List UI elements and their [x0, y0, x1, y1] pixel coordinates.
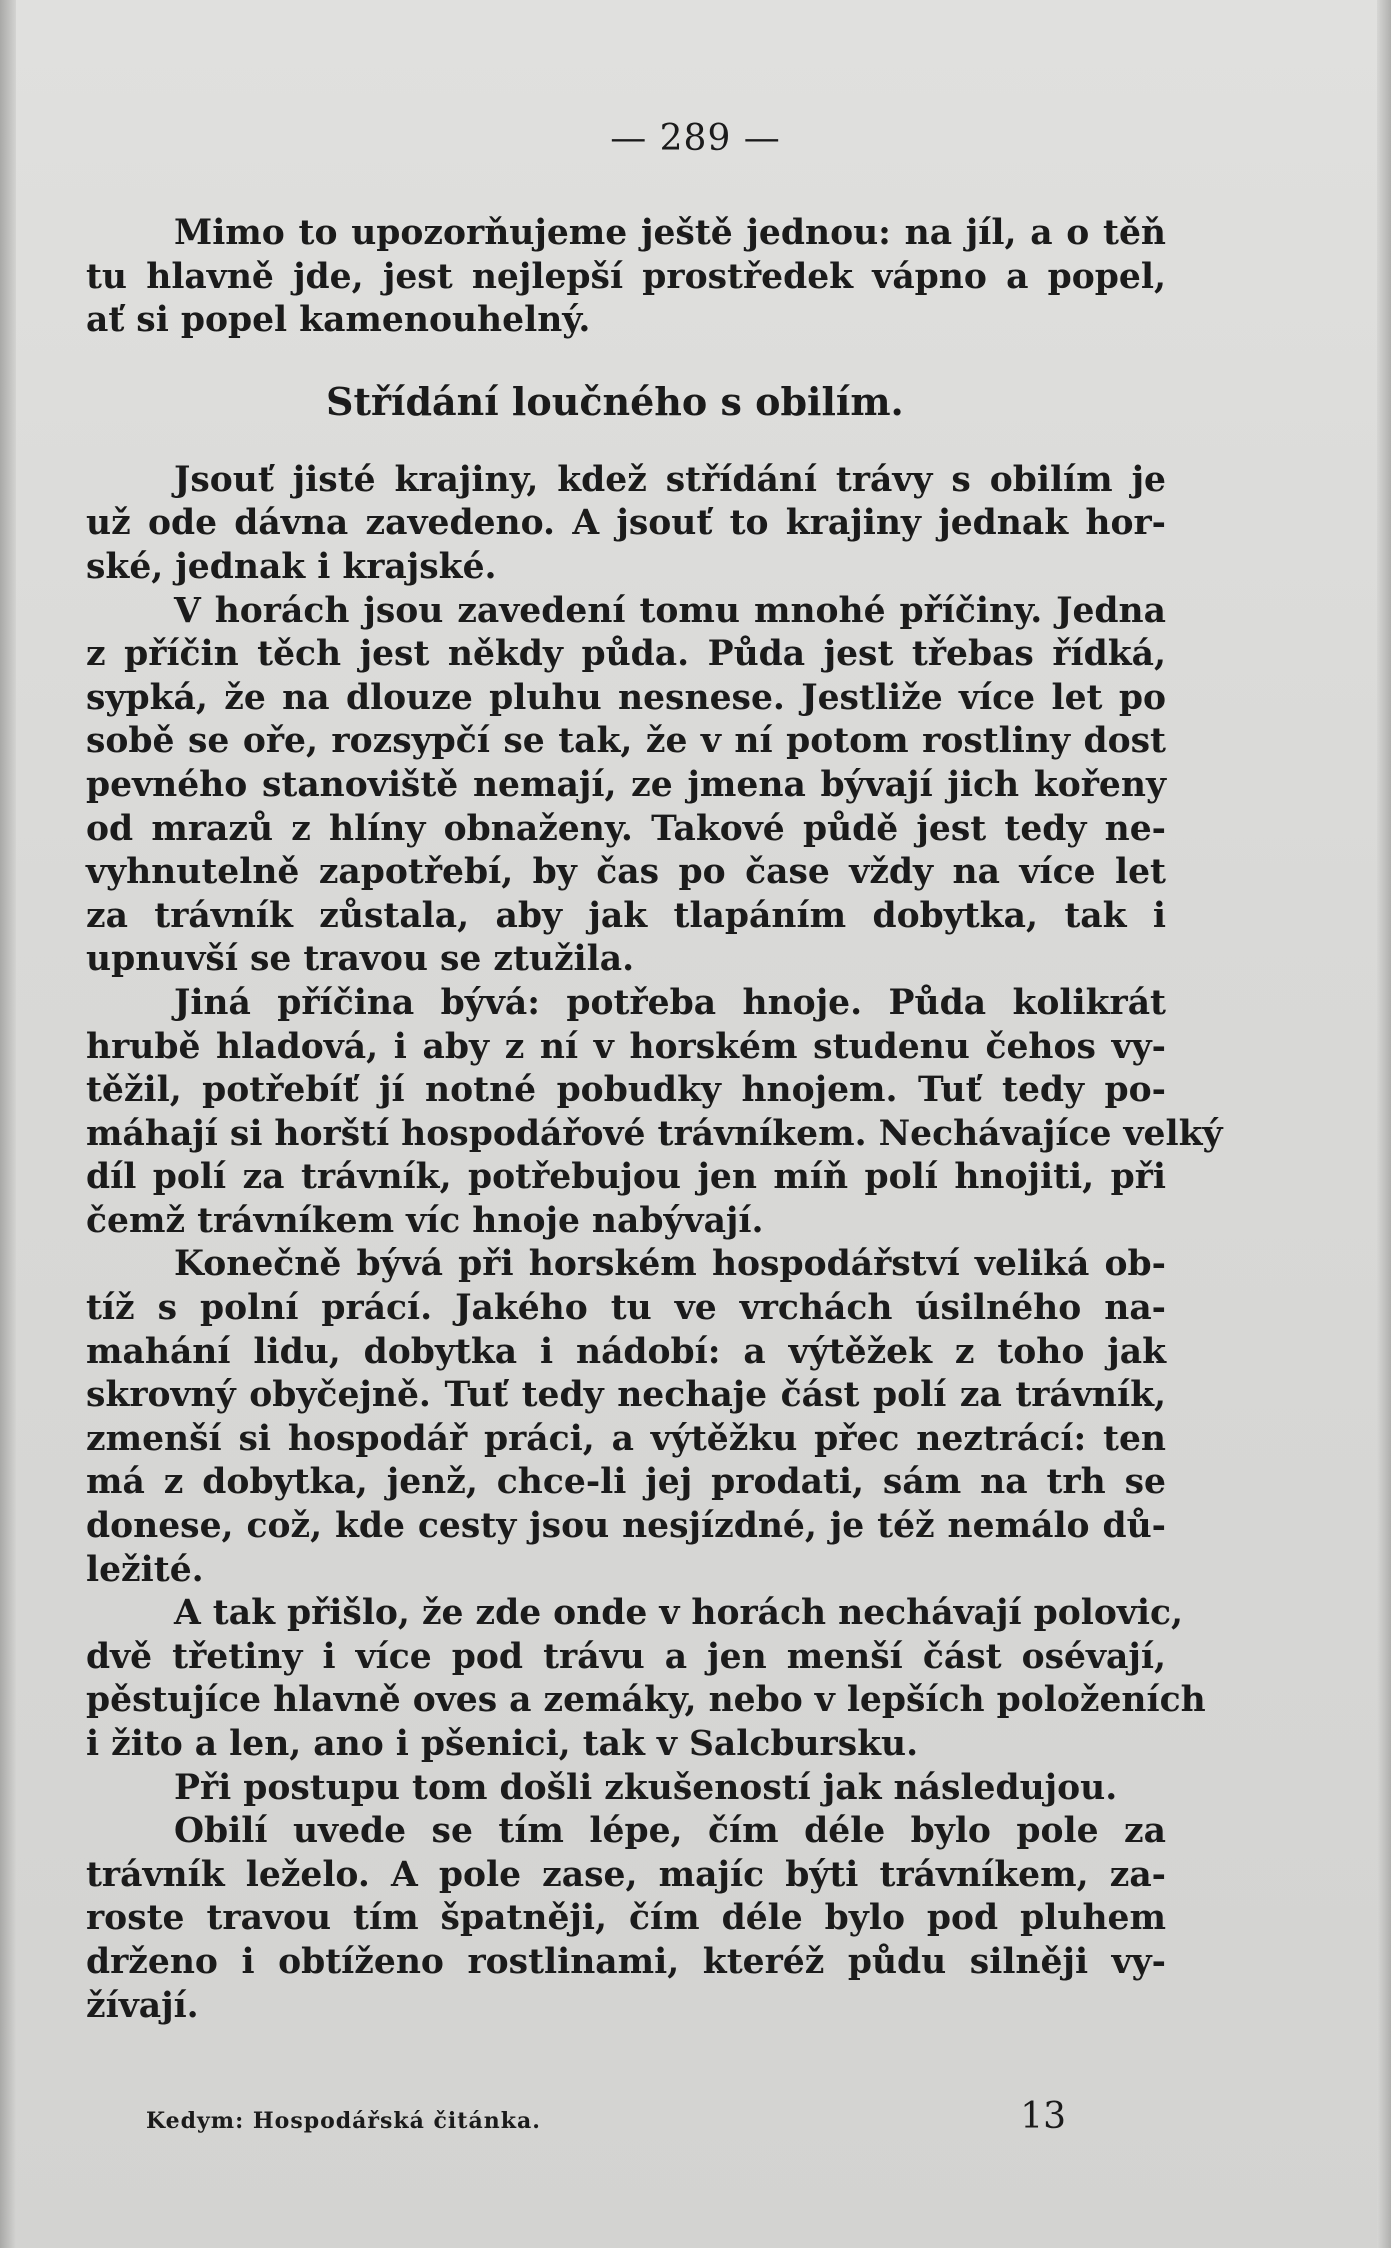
- text-line: mahání lidu, dobytka i nádobí: a výtěžek z toho jak: [86, 1331, 1166, 1372]
- text-line: trávník leželo. A pole zase, majíc býti trávníkem, za-: [86, 1854, 1166, 1895]
- text-line: V horách jsou zavedení tomu mnohé příčiny. Jedna: [174, 590, 1166, 631]
- page-edge-right: [1377, 0, 1391, 2248]
- text-line: roste travou tím špatněji, čím déle bylo pod pluhem: [86, 1898, 1166, 1939]
- text-line: Mimo to upozorňujeme ještě jednou: na jíl, a o těň: [174, 213, 1166, 253]
- text-line: díl polí za trávník, potřebujou jen míň polí hnojiti, při: [86, 1157, 1166, 1198]
- text-line: od mrazů z hlíny obnaženy. Takové půdě jest tedy ne-: [86, 808, 1166, 849]
- text-line: z příčin těch jest někdy půda. Půda jest třebas řídká,: [86, 634, 1166, 675]
- text-line: drženo i obtíženo rostlinami, kteréž půdu silněji vy-: [86, 1941, 1166, 1982]
- text-line: pevného stanoviště nemají, ze jmena bývají jich kořeny: [86, 764, 1166, 805]
- text-line: vyhnutelně zapotřebí, by čas po čase vždy na více let: [86, 852, 1166, 893]
- page-footer: [146, 2096, 1066, 2137]
- text-line: tu hlavně jde, jest nejlepší prostředek vápno a popel,: [86, 256, 1166, 297]
- text-line: ať si popel kamenouhelný.: [86, 300, 591, 341]
- text-line: pěstujíce hlavně oves a zemáky, nebo v lepších položeních: [86, 1680, 1206, 1721]
- sheet-number: 13: [1020, 2096, 1066, 2137]
- text-line: upnuvší se travou se ztužila.: [86, 939, 635, 980]
- text-line: Jiná příčina bývá: potřeba hnoje. Půda kolikrát: [174, 982, 1166, 1023]
- text-line: už ode dávna zavedeno. A jsouť to krajiny jednak hor-: [86, 503, 1166, 544]
- text-line: dvě třetiny i více pod trávu a jen menší část osévají,: [86, 1636, 1166, 1677]
- text-line: donese, což, kde cesty jsou nesjízdné, je též nemálo dů-: [86, 1506, 1166, 1547]
- page-edge-left: [0, 0, 16, 2248]
- text-line: i žito a len, ano i pšenici, tak v Salcbursku.: [86, 1724, 919, 1764]
- text-line: Obilí uvede se tím lépe, čím déle bylo pole za: [174, 1811, 1166, 1852]
- text-line: ležité.: [86, 1549, 204, 1590]
- body-text: [86, 212, 1223, 2028]
- text-line: Konečně bývá při horském hospodářství veliká ob-: [174, 1244, 1166, 1285]
- page-number: — 289 —: [610, 118, 781, 159]
- text-line: má z dobytka, jenž, chce-li jej prodati, sám na trh se: [86, 1462, 1166, 1503]
- spacer: [86, 343, 1166, 379]
- text-line: hrubě hladová, i aby z ní v horském studenu čehos vy-: [86, 1026, 1166, 1067]
- text-line: máhají si horští hospodářové trávníkem. Nechávajíce velký: [86, 1113, 1223, 1154]
- text-line: čemž trávníkem víc hnoje nabývají.: [86, 1200, 764, 1241]
- text-line: skrovný obyčejně. Tuť tedy nechaje část polí za trávník,: [86, 1375, 1166, 1416]
- text-line: tíž s polní prácí. Jakého tu ve vrchách úsilného na-: [86, 1288, 1166, 1329]
- signature-mark: Kedym: Hospodářská čitánka.: [146, 2108, 541, 2134]
- text-line: za trávník zůstala, aby jak tlapáním dobytka, tak i: [86, 895, 1166, 936]
- text-line: A tak přišlo, že zde onde v horách nechávají polovic,: [174, 1593, 1184, 1634]
- text-line: těžil, potřebíť jí notné pobudky hnojem. Tuť tedy po-: [86, 1070, 1166, 1111]
- text-line: žívají.: [86, 1985, 199, 2026]
- text-line: sobě se oře, rozsypčí se tak, že v ní potom rostliny dost: [86, 721, 1166, 762]
- section-heading: Střídání loučného s obilím.: [326, 378, 904, 424]
- text-line: ské, jednak i krajské.: [86, 546, 497, 587]
- text-line: Při postupu tom došli zkušeností jak následujou.: [174, 1767, 1118, 1808]
- text-line: sypká, že na dlouze pluhu nesnese. Jestliže více let po: [86, 677, 1166, 718]
- text-line: zmenší si hospodář práci, a výtěžku přec neztrácí: ten: [86, 1418, 1166, 1459]
- text-line: Jsouť jisté krajiny, kdež střídání trávy s obilím je: [174, 459, 1166, 500]
